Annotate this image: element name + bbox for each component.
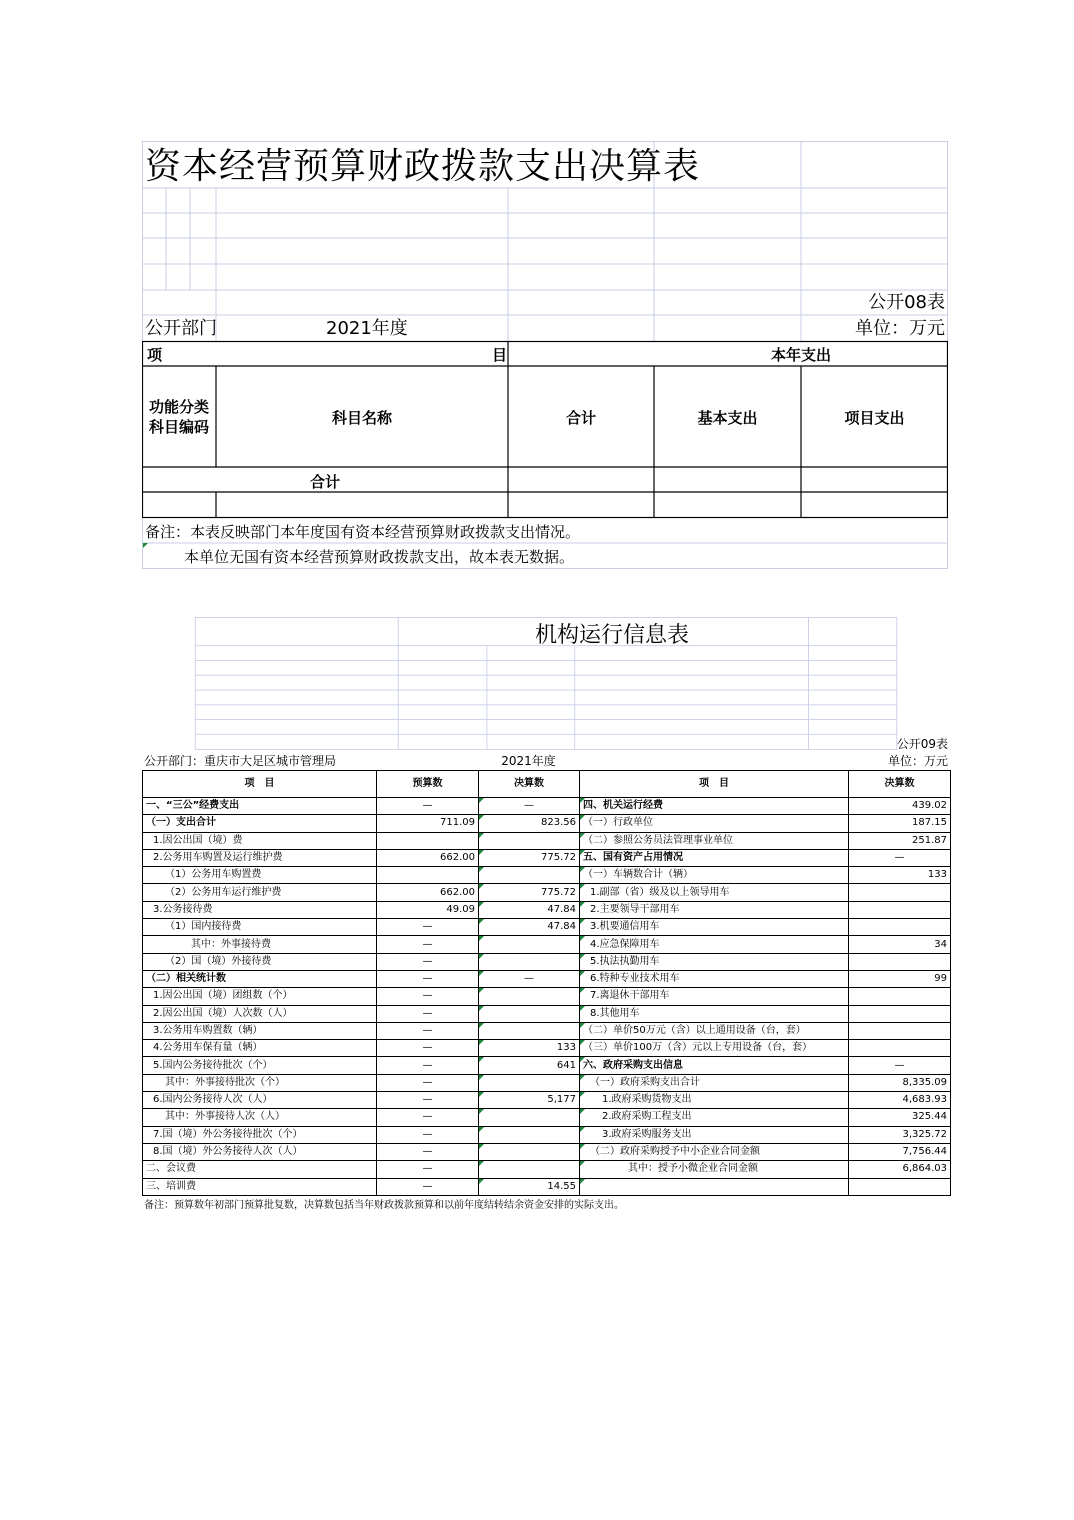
table-row [143,1178,951,1195]
budget-cell: — [377,1109,479,1126]
right-final-cell: 7,756.44 [849,1143,951,1160]
right-item-cell: 6.特种专业技术用车 [580,970,849,987]
table2-header-row [143,771,951,798]
operation-info-body [143,771,951,1196]
table2-year: 2021年度 [501,754,556,768]
right-final-cell [849,919,951,936]
budget-cell: 49.09 [377,901,479,918]
institution-operation-table [142,617,950,1214]
table-row [143,849,951,866]
left-item-cell: （一）支出合计 [143,815,377,832]
table-row [143,815,951,832]
right-item-cell: （三）单价100万（含）元以上专用设备（台，套） [580,1040,849,1057]
col-total: 合计 [565,409,596,427]
left-item-cell: 6.国内公务接待人次（人） [143,1092,377,1109]
right-item-cell: （二）政府采购授予中小企业合同金额 [580,1143,849,1160]
budget-cell: — [377,953,479,970]
header-item-left: 项 [147,346,163,364]
right-item-cell: 1.副部（省）级及以上领导用车 [580,884,849,901]
table-row [143,1143,951,1160]
table2-dept: 公开部门：重庆市大足区城市管理局 [144,754,337,768]
final-cell [479,936,580,953]
left-item-cell: （1）国内接待费 [143,919,377,936]
header-item-right: 目 [492,346,508,364]
right-final-cell: — [849,1057,951,1074]
right-final-cell [849,1040,951,1057]
left-item-cell: 7.国（境）外公务接待批次（个） [143,1126,377,1143]
table-row [143,832,951,849]
table1-dept-label: 公开部门 [145,318,217,339]
left-item-cell: 三、培训费 [143,1178,377,1195]
left-item-cell: 其中：外事接待费 [143,936,377,953]
right-final-cell [849,1178,951,1195]
right-item-cell: 5.执法执勤用车 [580,953,849,970]
left-item-cell: 1.因公出国（境）团组数（个） [143,988,377,1005]
right-item-cell: 3.机要通信用车 [580,919,849,936]
right-item-cell: 四、机关运行经费 [580,798,849,815]
table-row [143,953,951,970]
operation-info-grid [142,770,951,1196]
capital-budget-table [142,141,948,569]
table-row [143,936,951,953]
final-cell: 47.84 [479,919,580,936]
right-final-cell [849,901,951,918]
right-final-cell: — [849,849,951,866]
table-row [143,1005,951,1022]
right-final-cell: 6,864.03 [849,1161,951,1178]
table1-year: 2021年度 [326,318,408,339]
header-item-right: 项 目 [580,771,849,798]
left-item-cell: （2）国（境）外接待费 [143,953,377,970]
right-final-cell: 8,335.09 [849,1074,951,1091]
right-final-cell: 133 [849,867,951,884]
right-final-cell: 251.87 [849,832,951,849]
budget-cell: — [377,1161,479,1178]
header-final-right: 决算数 [849,771,951,798]
right-item-cell: （二）单价50万元（含）以上通用设备（台，套） [580,1022,849,1039]
right-final-cell [849,884,951,901]
left-item-cell: 2.因公出国（境）人次数（人） [143,1005,377,1022]
left-item-cell: （1）公务用车购置费 [143,867,377,884]
table1-unit: 单位：万元 [855,318,945,339]
budget-cell: — [377,988,479,1005]
col-subject-name: 科目名称 [331,409,392,427]
right-item-cell: 4.应急保障用车 [580,936,849,953]
right-item-cell: 8.其他用车 [580,1005,849,1022]
left-item-cell: 3.公务接待费 [143,901,377,918]
col-basic: 基本支出 [697,409,758,427]
left-item-cell: 一、“三公”经费支出 [143,798,377,815]
left-item-cell: 8.国（境）外公务接待人次（人） [143,1143,377,1160]
final-cell: 5,177 [479,1092,580,1109]
table-row [143,1126,951,1143]
budget-cell: — [377,1126,479,1143]
budget-cell: — [377,1040,479,1057]
final-cell [479,832,580,849]
col-func-code-line1: 功能分类 [148,398,209,416]
left-item-cell: 1.因公出国（境）费 [143,832,377,849]
left-item-cell: 5.国内公务接待批次（个） [143,1057,377,1074]
left-item-cell: 2.公务用车购置及运行维护费 [143,849,377,866]
right-item-cell: 1.政府采购货物支出 [580,1092,849,1109]
right-final-cell: 187.15 [849,815,951,832]
left-item-cell: 二、会议费 [143,1161,377,1178]
final-cell [479,1022,580,1039]
right-final-cell: 4,683.93 [849,1092,951,1109]
budget-cell: 662.00 [377,884,479,901]
right-final-cell: 99 [849,970,951,987]
table-row [143,1057,951,1074]
right-final-cell [849,988,951,1005]
table2-title: 机构运行信息表 [534,623,689,648]
budget-cell: 662.00 [377,849,479,866]
left-item-cell: 其中：外事接待批次（个） [143,1074,377,1091]
budget-cell: — [377,1074,479,1091]
final-cell [479,988,580,1005]
table2-note: 备注：预算数年初部门预算批复数，决算数包括当年财政拨款预算和以前年度结转结余资金安排的实际支出。 [144,1200,624,1211]
header-current-year: 本年支出 [770,346,831,364]
right-final-cell: 439.02 [849,798,951,815]
final-cell: — [479,970,580,987]
header-item-left: 项 目 [143,771,377,798]
table-row [143,867,951,884]
budget-cell: — [377,1057,479,1074]
table-row [143,1092,951,1109]
right-item-cell [580,1178,849,1195]
final-cell: 775.72 [479,849,580,866]
final-cell [479,867,580,884]
right-final-cell: 325.44 [849,1109,951,1126]
right-item-cell: （一）行政单位 [580,815,849,832]
table-row [143,970,951,987]
col-func-code-line2: 科目编码 [148,418,209,436]
final-cell [479,953,580,970]
final-cell: 133 [479,1040,580,1057]
right-item-cell: 2.主要领导干部用车 [580,901,849,918]
table-row [143,988,951,1005]
table1-title: 资本经营预算财政拨款支出决算表 [145,146,701,187]
right-final-cell: 34 [849,936,951,953]
table-row [143,1161,951,1178]
right-final-cell [849,953,951,970]
budget-cell: — [377,970,479,987]
final-cell [479,1126,580,1143]
final-cell: — [479,798,580,815]
right-item-cell: （一）政府采购支出合计 [580,1074,849,1091]
budget-cell: — [377,1178,479,1195]
header-final: 决算数 [479,771,580,798]
table-row [143,1040,951,1057]
table-row [143,919,951,936]
table1-note1: 备注：本表反映部门本年度国有资本经营预算财政拨款支出情况。 [145,523,581,541]
final-cell: 14.55 [479,1178,580,1195]
right-item-cell: 五、国有资产占用情况 [580,849,849,866]
table-row [143,901,951,918]
budget-cell: — [377,1092,479,1109]
final-cell: 641 [479,1057,580,1074]
left-item-cell: （2）公务用车运行维护费 [143,884,377,901]
col-project: 项目支出 [844,409,905,427]
right-item-cell: 3.政府采购服务支出 [580,1126,849,1143]
row-total-label: 合计 [309,473,340,491]
right-item-cell: （二）参照公务员法管理事业单位 [580,832,849,849]
final-cell [479,1005,580,1022]
right-item-cell: 六、政府采购支出信息 [580,1057,849,1074]
final-cell [479,1109,580,1126]
right-item-cell: 2.政府采购工程支出 [580,1109,849,1126]
table-row [143,884,951,901]
final-cell [479,1161,580,1178]
budget-cell: 711.09 [377,815,479,832]
budget-cell: — [377,919,479,936]
table-row [143,798,951,815]
left-item-cell: 其中：外事接待人次（人） [143,1109,377,1126]
right-final-cell [849,1022,951,1039]
table1-code: 公开08表 [868,292,945,313]
header-budget: 预算数 [377,771,479,798]
final-cell: 823.56 [479,815,580,832]
final-cell [479,1143,580,1160]
right-item-cell: 7.离退休干部用车 [580,988,849,1005]
budget-cell: — [377,1005,479,1022]
table1-note2: 本单位无国有资本经营预算财政拨款支出，故本表无数据。 [184,548,575,566]
left-item-cell: 3.公务用车购置数（辆） [143,1022,377,1039]
budget-cell [377,867,479,884]
right-final-cell [849,1005,951,1022]
table-row [143,1022,951,1039]
final-cell: 775.72 [479,884,580,901]
budget-cell: — [377,1143,479,1160]
left-item-cell: 4.公务用车保有量（辆） [143,1040,377,1057]
budget-cell: — [377,798,479,815]
final-cell: 47.84 [479,901,580,918]
budget-cell [377,832,479,849]
right-item-cell: 其中：授予小微企业合同金额 [580,1161,849,1178]
col-func-code [142,397,216,437]
budget-cell: — [377,1022,479,1039]
right-item-cell: （一）车辆数合计（辆） [580,867,849,884]
table-row [143,1109,951,1126]
budget-cell: — [377,936,479,953]
table2-unit: 单位：万元 [887,754,948,768]
right-final-cell: 3,325.72 [849,1126,951,1143]
table2-code: 公开09表 [896,737,948,751]
table-row [143,1074,951,1091]
final-cell [479,1074,580,1091]
left-item-cell: （二）相关统计数 [143,970,377,987]
